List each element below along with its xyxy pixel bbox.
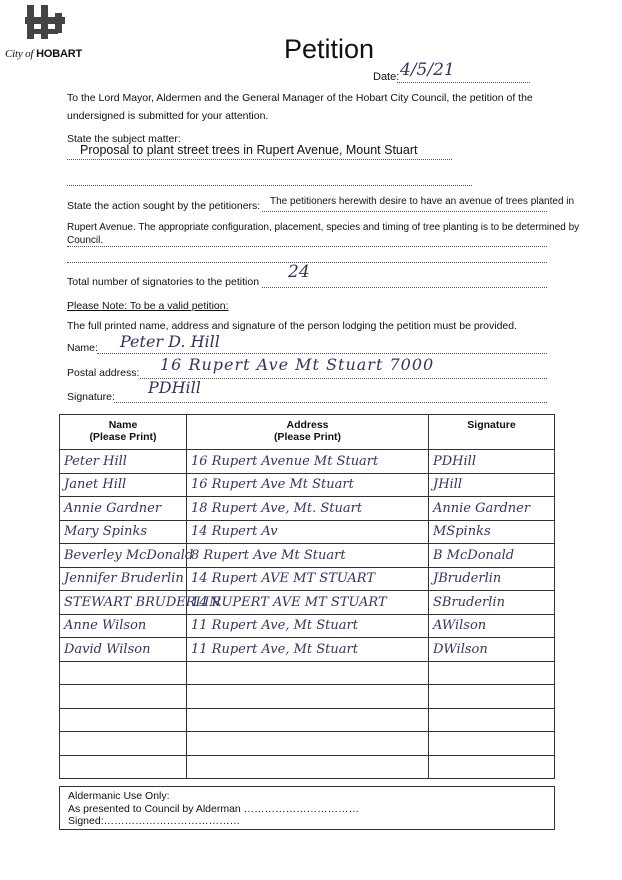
cell-signature-text: JHill [433, 477, 463, 493]
cell-name [60, 520, 187, 544]
address-line [140, 378, 547, 379]
cell-signature [429, 473, 555, 497]
aldermanic-title: Aldermanic Use Only: [68, 790, 170, 802]
cell-address [187, 520, 429, 544]
cell-signature [429, 685, 555, 709]
header-address-line-1: Address [286, 419, 329, 431]
cell-name-text: Beverley McDonald [64, 547, 194, 563]
cell-signature [429, 520, 555, 544]
cell-address [187, 567, 429, 591]
cell-name [60, 544, 194, 568]
subject-value: Proposal to plant street trees in Rupert Avenue, Mount Stuart [80, 143, 418, 157]
cell-signature [429, 708, 555, 732]
cell-signature-text: SBruderlin [433, 594, 505, 610]
cell-address [187, 450, 429, 474]
table-row [60, 732, 555, 756]
cell-address [187, 497, 429, 521]
cell-signature [429, 732, 555, 756]
cell-signature [429, 614, 555, 638]
table-header-row [60, 415, 555, 450]
table-row [60, 473, 555, 497]
table-row [60, 638, 555, 662]
intro-line-2: undersigned is submitted for your attention. [67, 110, 269, 122]
date-label: Date: [373, 71, 400, 83]
cell-name-text: STEWART BRUDERLIN [64, 594, 221, 610]
cell-name [60, 591, 221, 615]
cell-name-text: Jennifer Bruderlin [64, 571, 184, 587]
cell-name [60, 497, 187, 521]
cell-name [60, 708, 187, 732]
cell-name-text: Anne Wilson [64, 618, 147, 634]
table-row [60, 685, 555, 709]
header-signature-text: Signature [467, 419, 516, 431]
total-value: 24 [288, 262, 310, 282]
cell-name [60, 450, 187, 474]
address-label: Postal address: [67, 367, 140, 379]
header-address-line-2: (Please Print) [273, 431, 342, 443]
logo-prefix: City of [5, 48, 34, 60]
intro-line-1: To the Lord Mayor, Aldermen and the General Manager of the Hobart City Council, the petition of the [67, 92, 533, 104]
subject-label: State the subject matter: [67, 133, 181, 145]
name-value: Peter D. Hill [120, 332, 220, 351]
cell-name [60, 614, 187, 638]
table-row [60, 450, 555, 474]
cell-signature-text: MSpinks [433, 524, 491, 540]
cell-signature [429, 591, 555, 615]
subject-line-1 [67, 159, 452, 160]
cell-name-text: Janet Hill [64, 477, 127, 493]
name-line [97, 353, 547, 354]
cell-signature [429, 661, 555, 685]
signatories-table [59, 414, 555, 779]
cell-address-text: 16 Rupert Ave Mt Stuart [191, 477, 354, 493]
cell-signature [429, 544, 555, 568]
cell-signature-text: AWilson [433, 618, 487, 634]
date-line [397, 82, 530, 83]
cell-name [60, 638, 187, 662]
aldermanic-presented: As presented to Council by Alderman …………………………… [68, 803, 360, 815]
header-name [60, 415, 187, 450]
cell-address [187, 591, 429, 615]
table-row [60, 755, 555, 779]
note-text: The full printed name, address and signature of the person lodging the petition must be provided. [67, 320, 518, 332]
city-logo-text [5, 48, 82, 60]
cell-address-text: 8 Rupert Ave Mt Stuart [191, 547, 346, 563]
cell-address-text: 11 Rupert Ave, Mt Stuart [191, 641, 358, 657]
cell-address-text: 14 Rupert AVE MT STUART [191, 571, 376, 587]
cell-name [60, 755, 187, 779]
cell-signature-text: DWilson [433, 641, 488, 657]
signature-value: PDHill [148, 378, 201, 397]
date-value: 4/5/21 [400, 60, 455, 80]
cell-address-text: 14 RUPERT AVE MT STUART [191, 594, 387, 610]
cell-address [187, 473, 429, 497]
cell-address [187, 638, 429, 662]
cell-name [60, 685, 187, 709]
cell-name [60, 732, 187, 756]
table-row [60, 708, 555, 732]
table-row [60, 591, 555, 615]
cell-signature-text: JBruderlin [433, 571, 502, 587]
action-value-line-3: Council. [67, 235, 104, 246]
cell-signature [429, 497, 555, 521]
table-row [60, 497, 555, 521]
cell-name-text: Peter Hill [64, 453, 127, 469]
cell-signature-text: Annie Gardner [433, 500, 531, 516]
cell-signature [429, 755, 555, 779]
city-logo-icon [25, 5, 65, 39]
cell-signature-text: PDHill [433, 453, 476, 469]
header-signature [429, 415, 555, 450]
address-value: 16 Rupert Ave Mt Stuart 7000 [160, 355, 435, 374]
cell-name [60, 473, 187, 497]
total-label: Total number of signatories to the petition [67, 276, 260, 288]
cell-name-text: Annie Gardner [64, 500, 162, 516]
cell-address-text: 16 Rupert Avenue Mt Stuart [191, 453, 379, 469]
header-name-line-1: Name [108, 419, 138, 431]
table-row [60, 520, 555, 544]
cell-address [187, 614, 429, 638]
table-row [60, 661, 555, 685]
table-row [60, 544, 555, 568]
cell-address-text: 11 Rupert Ave, Mt Stuart [191, 618, 358, 634]
cell-signature [429, 450, 555, 474]
signature-line [114, 402, 547, 403]
page-title: Petition [284, 34, 375, 64]
action-label: State the action sought by the petitioners: [67, 200, 261, 212]
cell-address [187, 708, 429, 732]
cell-name [60, 661, 187, 685]
note-title: Please Note: To be a valid petition: [67, 300, 229, 312]
cell-address-text: 14 Rupert Av [191, 524, 278, 540]
name-label: Name: [67, 342, 98, 354]
action-line-2 [67, 246, 547, 247]
aldermanic-box [59, 786, 555, 830]
cell-address [187, 661, 429, 685]
signature-label: Signature: [67, 391, 115, 403]
cell-signature [429, 567, 555, 591]
cell-address [187, 544, 429, 568]
cell-signature [429, 638, 555, 662]
header-address [187, 415, 429, 450]
cell-address-text: 18 Rupert Ave, Mt. Stuart [191, 500, 363, 516]
cell-name-text: Mary Spinks [64, 524, 148, 540]
subject-line-2 [67, 185, 472, 186]
action-line-1 [262, 211, 547, 212]
logo-name: HOBART [36, 48, 82, 60]
cell-name-text: David Wilson [64, 641, 151, 657]
cell-address [187, 755, 429, 779]
table-row [60, 567, 555, 591]
cell-name [60, 567, 187, 591]
total-line [262, 287, 547, 288]
action-value-line-1: The petitioners herewith desire to have an avenue of trees planted in [270, 196, 575, 207]
cell-address [187, 685, 429, 709]
cell-signature-text: B McDonald [433, 547, 515, 563]
table-row [60, 614, 555, 638]
aldermanic-signed: Signed:………………………………… [68, 815, 241, 827]
header-name-line-2: (Please Print) [89, 431, 157, 443]
action-value-line-2: Rupert Avenue. The appropriate configuration, placement, species and timing of tree planting is to be determined by [67, 222, 580, 233]
cell-address [187, 732, 429, 756]
